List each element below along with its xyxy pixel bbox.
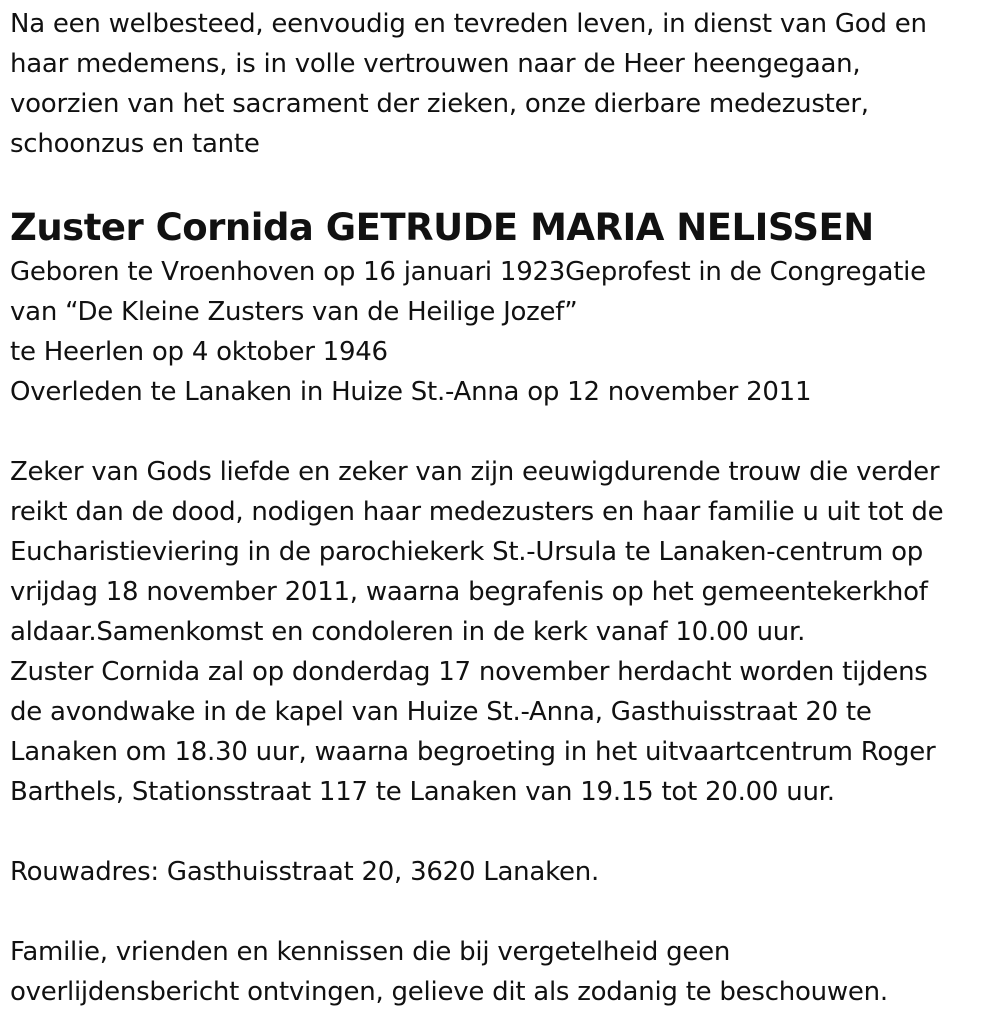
intro-paragraph [10,4,990,164]
ceremony-line: vrijdag 18 november 2011, waarna begrafenis op het gemeentekerkhof [10,577,928,607]
ceremony-line: Eucharistieviering in de parochiekerk St.-Ursula te Lanaken-centrum op [10,537,923,567]
spacer [10,812,990,852]
details-paragraph [10,252,990,412]
intro-line: schoonzus en tante [10,129,260,159]
ceremony-line: Lanaken om 18.30 uur, waarna begroeting in het uitvaartcentrum Roger [10,737,936,767]
mourning-address: Rouwadres: Gasthuisstraat 20, 3620 Lanaken. [10,857,599,887]
ceremony-paragraph [10,452,990,812]
closing-line: Familie, vrienden en kennissen die bij vergetelheid geen [10,937,731,967]
intro-line: Na een welbesteed, eenvoudig en tevreden leven, in dienst van God en [10,9,927,39]
closing-paragraph [10,932,990,1012]
spacer [10,892,990,932]
ceremony-line: Zeker van Gods liefde en zeker van zijn eeuwigdurende trouw die verder [10,457,940,487]
intro-line: haar medemens, is in volle vertrouwen naar de Heer heengegaan, [10,49,861,79]
closing-line: overlijdensbericht ontvingen, gelieve dit als zodanig te beschouwen. [10,977,888,1007]
ceremony-line: reikt dan de dood, nodigen haar medezusters en haar familie u uit tot de [10,497,944,527]
ceremony-line: Barthels, Stationsstraat 117 te Lanaken van 19.15 tot 20.00 uur. [10,777,835,807]
spacer [10,164,990,204]
ceremony-line: aldaar.Samenkomst en condoleren in de kerk vanaf 10.00 uur. [10,617,806,647]
ceremony-line: de avondwake in de kapel van Huize St.-Anna, Gasthuisstraat 20 te [10,697,872,727]
deceased-name: Zuster Cornida GETRUDE MARIA NELISSEN [10,206,874,249]
ceremony-line: Zuster Cornida zal op donderdag 17 november herdacht worden tijdens [10,657,928,687]
details-line: te Heerlen op 4 oktober 1946 [10,337,388,367]
intro-line: voorzien van het sacrament der zieken, onze dierbare medezuster, [10,89,869,119]
details-line: Overleden te Lanaken in Huize St.-Anna op 12 november 2011 [10,377,812,407]
details-line: van “De Kleine Zusters van de Heilige Jozef” [10,297,578,327]
spacer [10,412,990,452]
details-line: Geboren te Vroenhoven op 16 januari 1923Geprofest in de Congregatie [10,257,926,287]
